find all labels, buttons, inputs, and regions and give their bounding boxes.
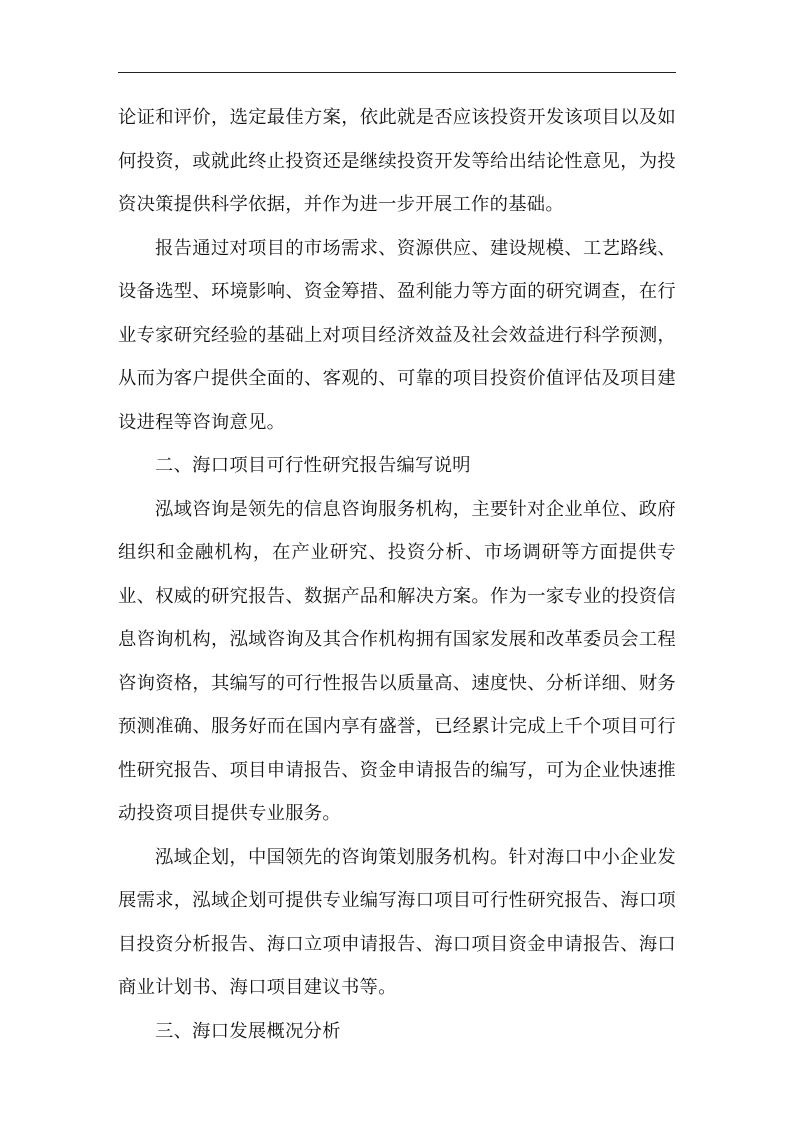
paragraph-planning-services: 泓域企划，中国领先的咨询策划服务机构。针对海口中小企业发展需求，泓域企划可提供专业编写海口项目可行性研究报告、海口项目投资分析报告、海口立项申请报告、海口项目资金申请报告、海口商业计划书、海口项目建议书等。 — [118, 846, 676, 998]
paragraph-conclusion: 论证和评价，选定最佳方案，依此就是否应该投资开发该项目以及如何投资，或就此终止投资还是继续投资开发等给出结论性意见，为投资决策提供科学依据，并作为进一步开展工作的基础。 — [118, 107, 676, 215]
document-body — [118, 96, 676, 1053]
paragraph-company-intro: 泓域咨询是领先的信息咨询服务机构，主要针对企业单位、政府组织和金融机构，在产业研究、投资分析、市场调研等方面提供专业、权威的研究报告、数据产品和解决方案。作为一家专业的投资信息咨询机构，泓域咨询及其合作机构拥有国家发展和改革委员会工程咨询资格，其编写的可行性报告以质量高、速度快、分析详细、财务预测准确、服务好而在国内享有盛誉，已经累计完成上千个项目可行性研究报告、项目申请报告、资金申请报告的编写，可为企业快速推动投资项目提供专业服务。 — [118, 498, 676, 824]
section-heading-2: 二、海口项目可行性研究报告编写说明 — [155, 455, 471, 476]
section-heading-3: 三、海口发展概况分析 — [155, 1020, 341, 1042]
paragraph-report-scope: 报告通过对项目的市场需求、资源供应、建设规模、工艺路线、设备选型、环境影响、资金筹措、盈利能力等方面的研究调查，在行业专家研究经验的基础上对项目经济效益及社会效益进行科学预测，从而为客户提供全面的、客观的、可靠的项目投资价值评估及项目建设进程等咨询意见。 — [118, 237, 676, 433]
header-rule — [118, 72, 676, 73]
